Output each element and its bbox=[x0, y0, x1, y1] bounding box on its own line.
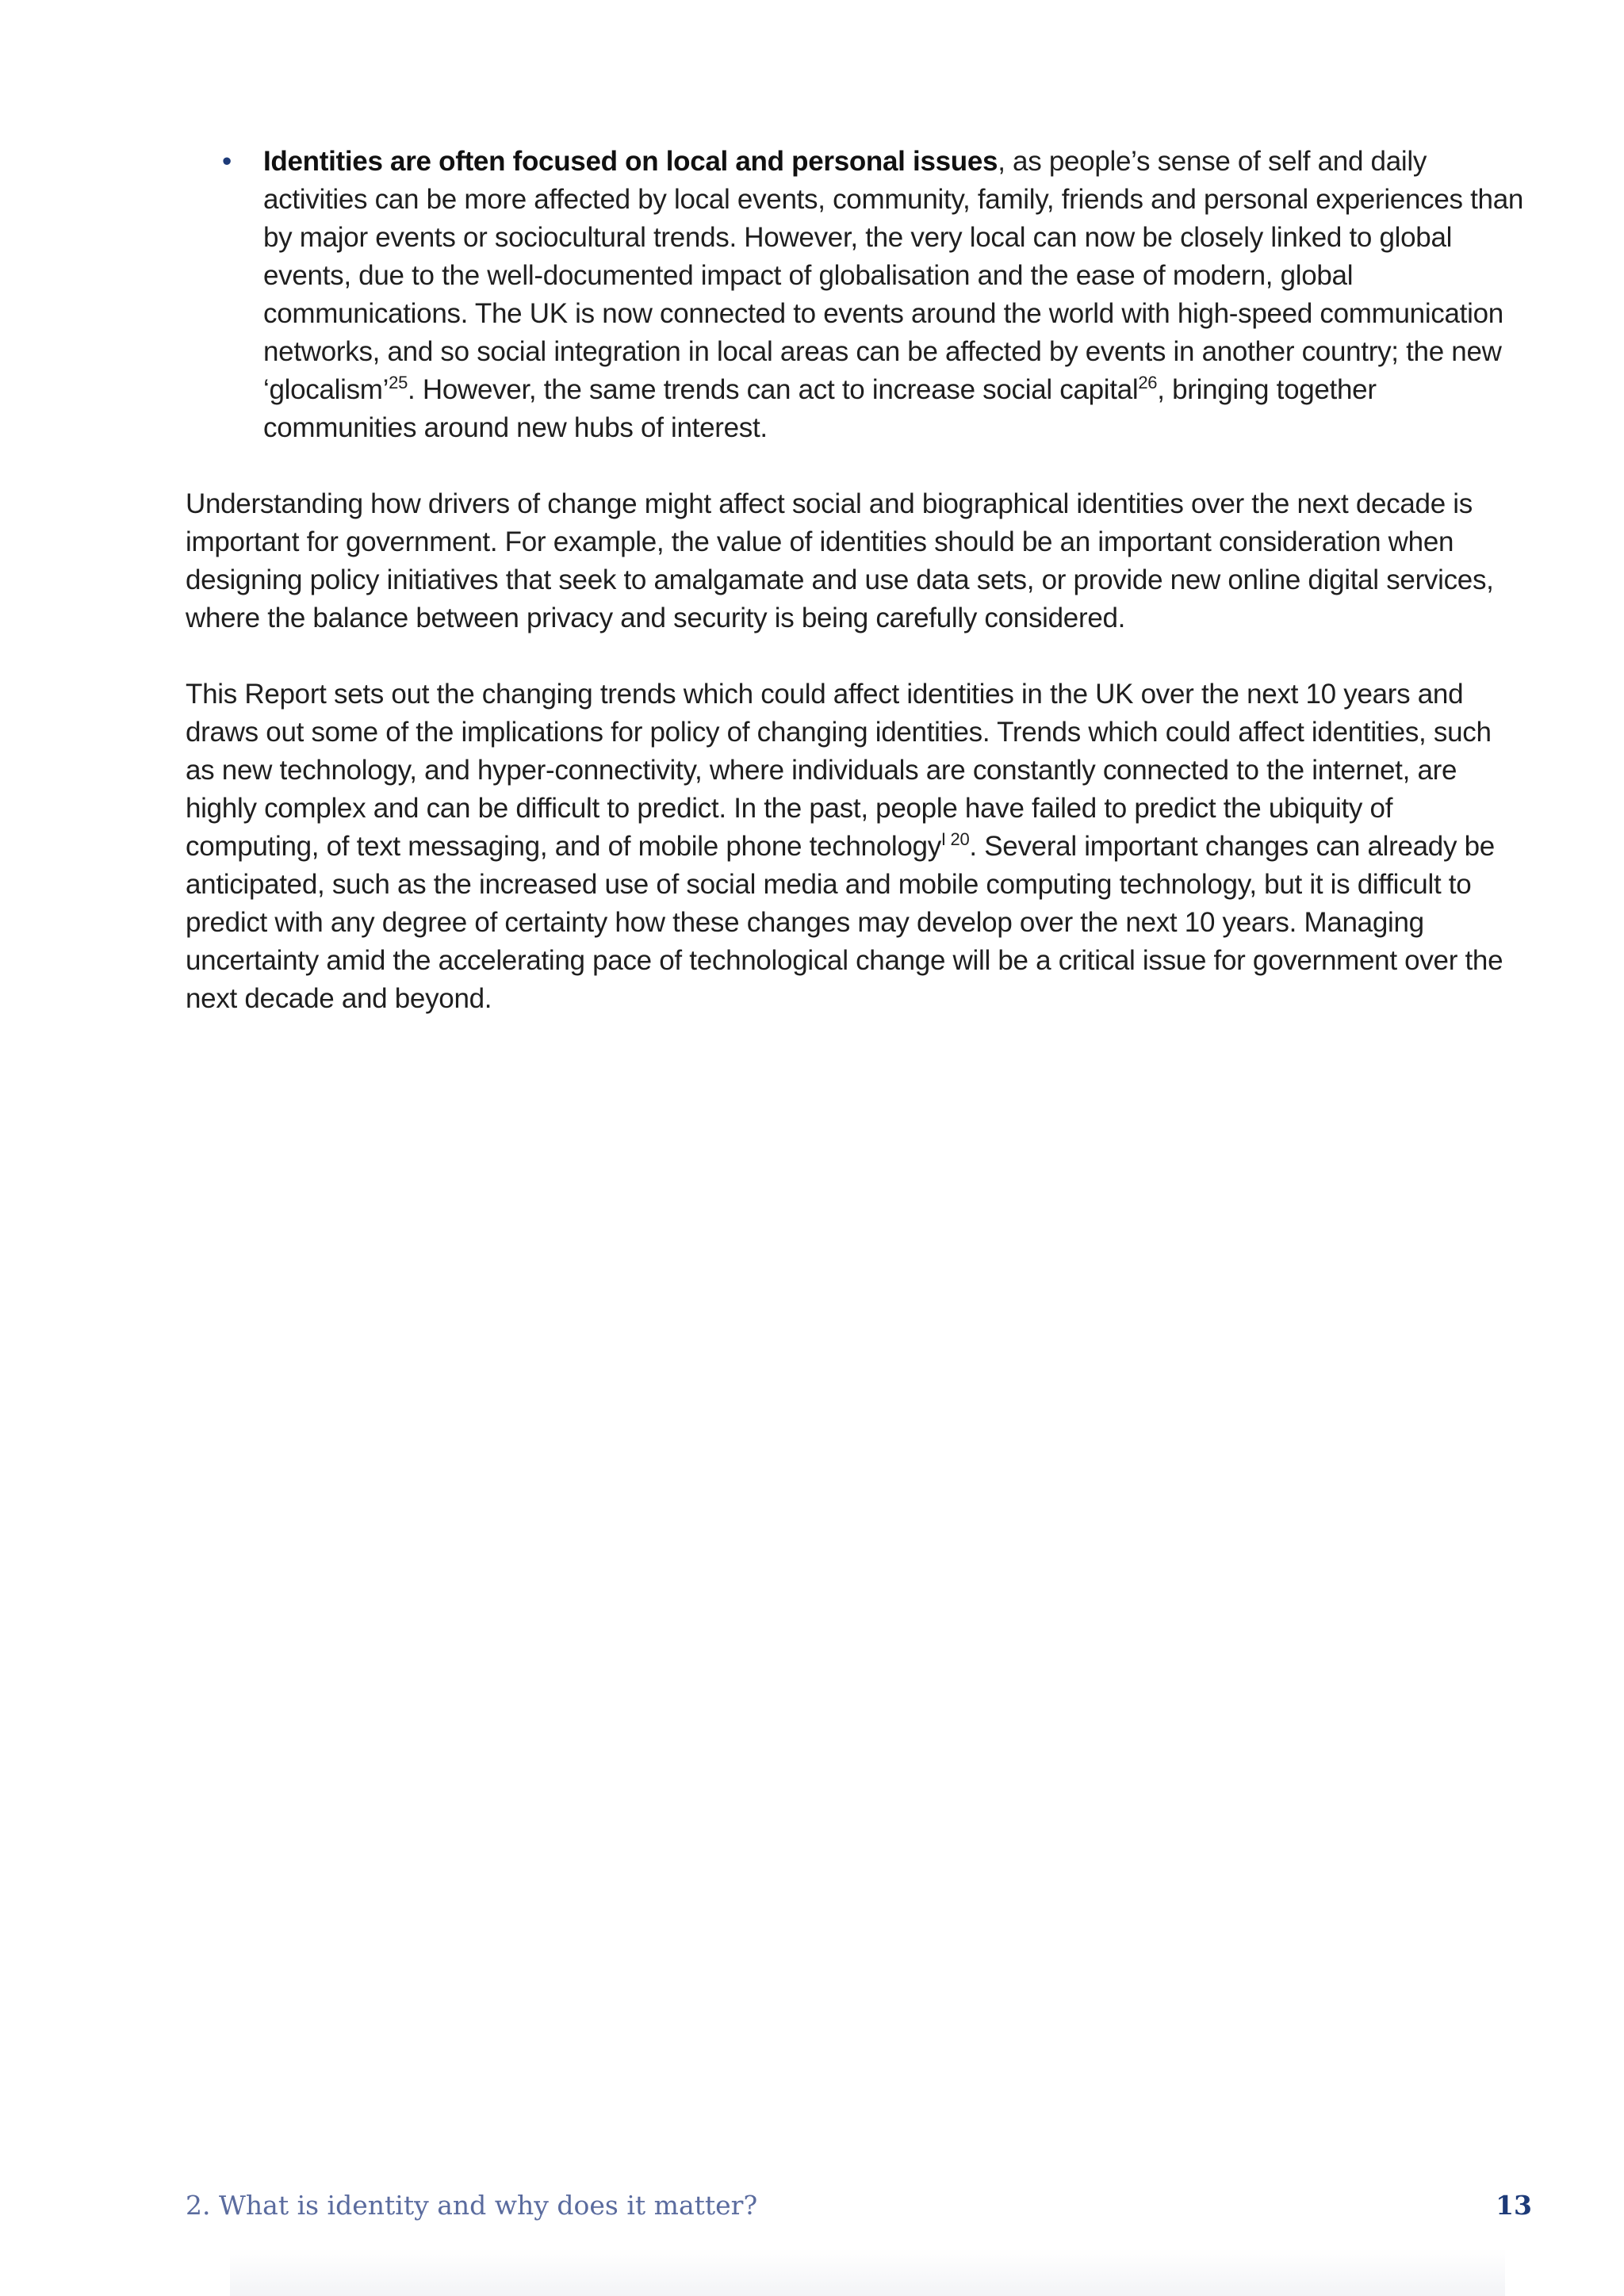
bullet-icon: • bbox=[222, 146, 232, 177]
bottom-shadow bbox=[230, 2248, 1505, 2296]
bullet-text: , as people’s sense of self and daily activities can be more affected by local events, community, family, friends and personal experiences than by major events or sociocultural trends. However, the very local can now be closely linked to global events, due to the well-documented impact of globalisation and the ease of modern, global communications. The UK is now connected to events around the world with high-speed communication networks, and so social integration in local areas can be affected by events in another country; the new ‘glocalism’ bbox=[263, 146, 1524, 405]
footnote-ref[interactable]: 26 bbox=[1138, 373, 1158, 392]
bullet-text: . However, the same trends can act to increase social capital bbox=[408, 374, 1139, 405]
footnote-ref[interactable]: I bbox=[940, 829, 946, 849]
page-footer bbox=[186, 2190, 1532, 2229]
paragraph-text: This Report sets out the changing trends which could affect identities in the UK over the next 10 years and draws out some of the implications for policy of changing identities. Trends which could affect identities, such as new technology, and hyper-connectivity, where individuals are constantly connected to the internet, are highly complex and can be difficult to predict. In the past, people have failed to predict the ubiquity of computing, of text messaging, and of mobile phone technology bbox=[186, 679, 1492, 862]
bullet-list bbox=[186, 143, 1526, 447]
footer-section-title: 2. What is identity and why does it matter? bbox=[186, 2190, 758, 2221]
bullet-text: , bringing together communities around new hubs of interest. bbox=[263, 374, 1377, 443]
paragraph-text: Understanding how drivers of change might affect social and biographical identities over the next decade is important for government. For example, the value of identities should be an important consideration when designing policy initiatives that seek to amalgamate and use data sets, or provide new online digital services, where the balance between privacy and security is being carefully considered. bbox=[186, 488, 1494, 633]
bullet-lead: Identities are often focused on local and personal issues bbox=[263, 146, 998, 177]
page-content bbox=[186, 143, 1526, 1056]
paragraph bbox=[186, 675, 1526, 1018]
footnote-ref[interactable]: 20 bbox=[945, 829, 970, 849]
list-item bbox=[186, 143, 1526, 447]
footnote-ref[interactable]: 25 bbox=[389, 373, 408, 392]
paragraph-text: . Several important changes can already be anticipated, such as the increased use of social media and mobile computing technology, but it is difficult to predict with any degree of certainty how these changes may develop over the next 10 years. Managing uncertainty amid the accelerating pace of technological change will be a critical issue for government over the next decade and beyond. bbox=[186, 831, 1503, 1014]
paragraph bbox=[186, 485, 1526, 637]
page-number: 13 bbox=[1496, 2190, 1532, 2221]
